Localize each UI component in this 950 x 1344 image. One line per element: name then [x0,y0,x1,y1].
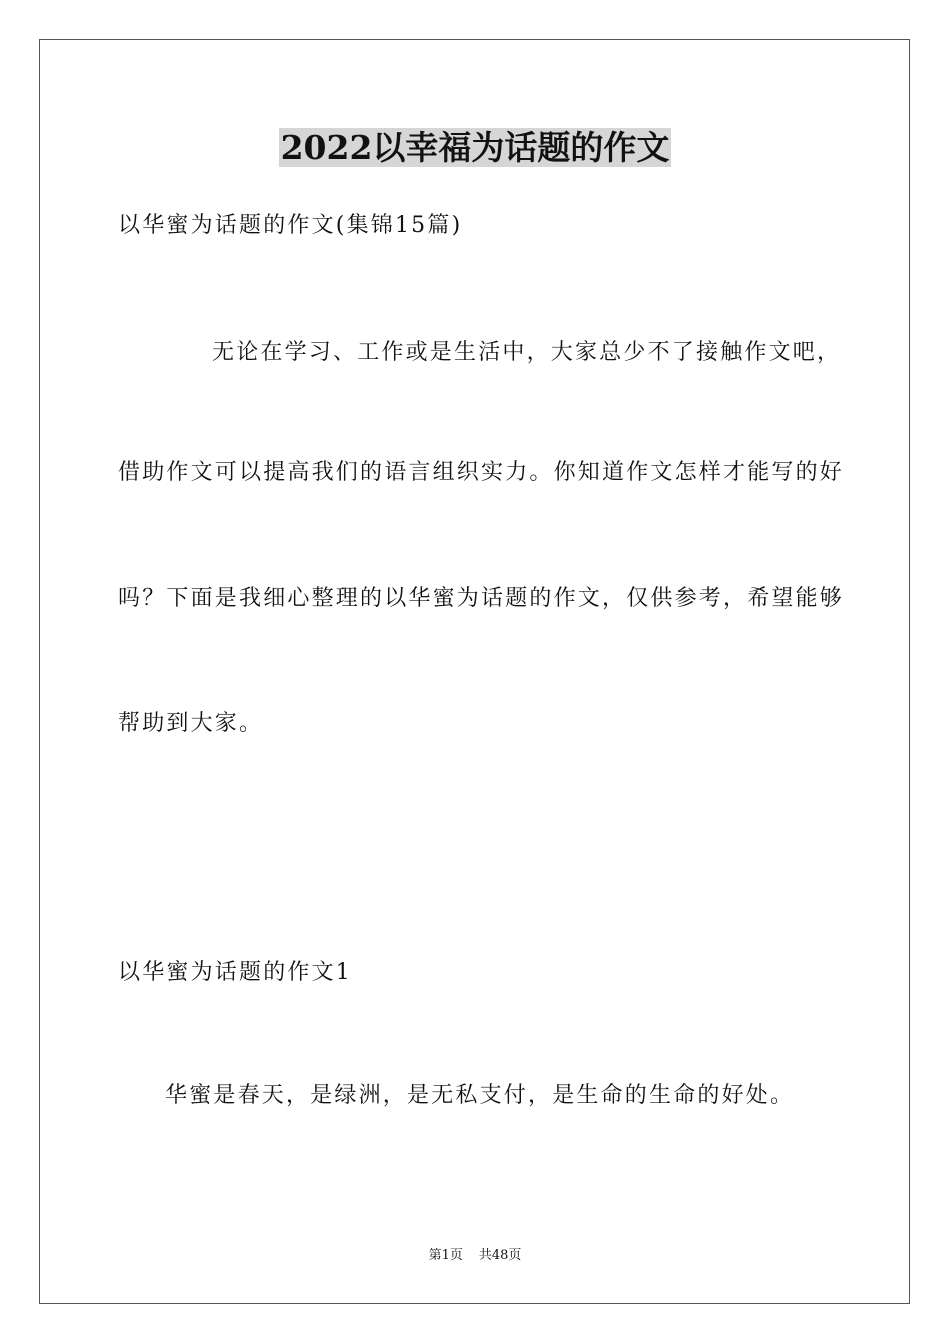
section-paragraph: 华蜜是春天，是绿洲，是无私支付，是生命的生命的好处。 [165,1083,795,1108]
document-title [0,126,950,170]
total-pages: 共48页 [478,1248,522,1263]
intro-line-3: 吗？下面是我细心整理的以华蜜为话题的作文，仅供参考，希望能够 [118,586,845,611]
section-heading: 以华蜜为话题的作文1 [118,960,352,985]
document-subtitle: 以华蜜为话题的作文(集锦15篇) [118,213,463,238]
intro-line-4: 帮助到大家。 [118,711,264,736]
intro-line-1: 无论在学习、工作或是生活中，大家总少不了接触作文吧， [212,340,842,365]
document-title-text: 2022以幸福为话题的作文 [280,128,670,167]
page-footer [0,1247,950,1265]
intro-line-2: 借助作文可以提高我们的语言组织实力。你知道作文怎样才能写的好 [118,460,845,485]
page-number: 第1页 [428,1248,463,1263]
